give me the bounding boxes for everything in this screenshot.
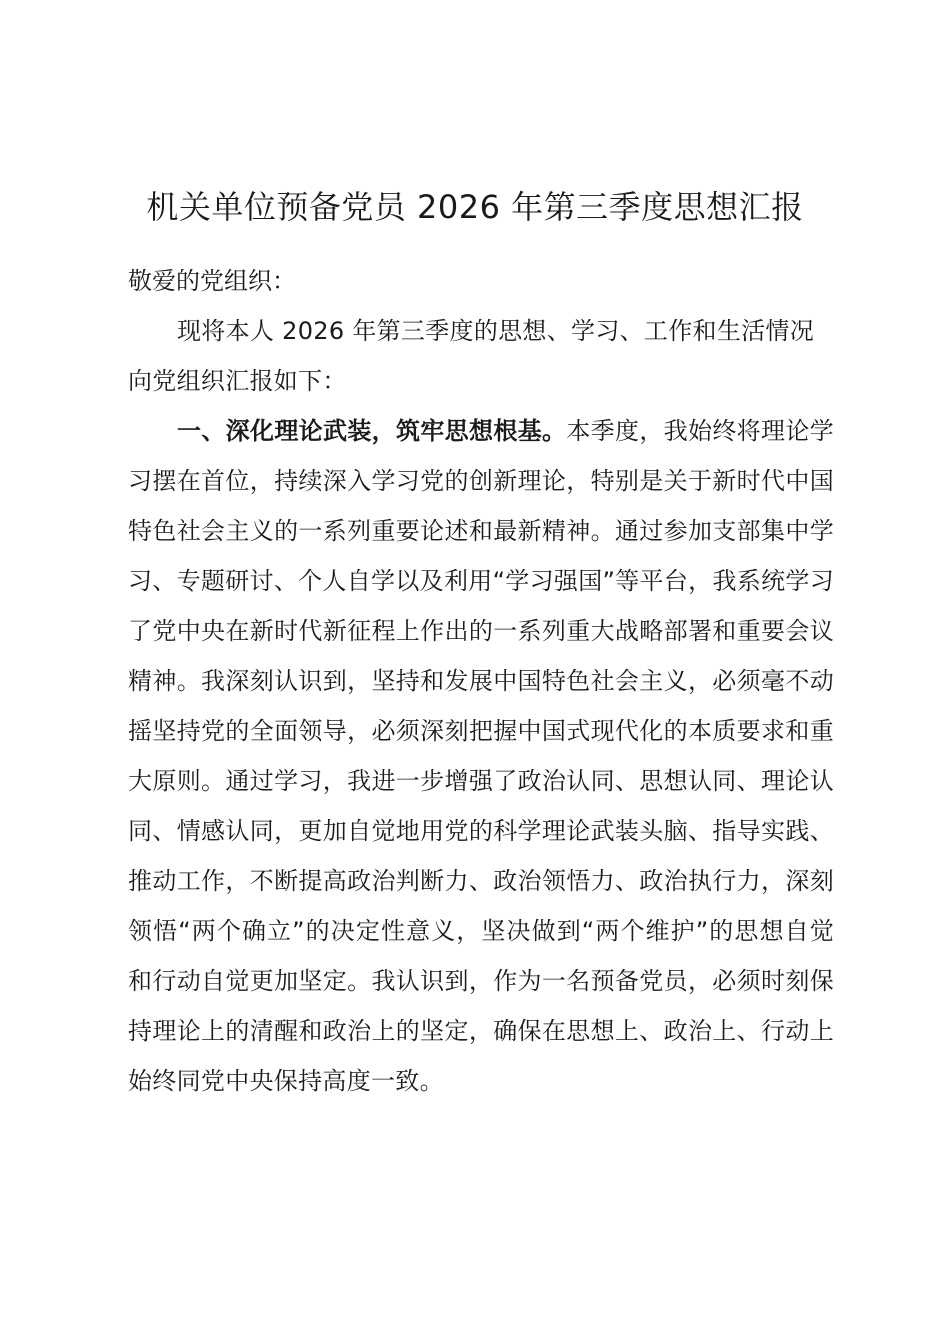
section-heading: 一、深化理论武装，筑牢思想根基。 [177, 417, 567, 445]
section-text: 本季度，我始终将理论学习摆在首位，持续深入学习党的创新理论，特别是关于新时代中国特色社会主义的一系列重要论述和最新精神。通过参加支部集中学习、专题研讨、个人自学以及利用“学习强国”等平台，我系统学习了党中央在新时代新征程上作出的一系列重大战略部署和重要会议精神。我深刻认识到，坚持和发展中国特色社会主义，必须毫不动摇坚持党的全面领导，必须深刻把握中国式现代化的本质要求和重大原则。通过学习，我进一步增强了政治认同、思想认同、理论认同、情感认同，更加自觉地用党的科学理论武装头脑、指导实践、推动工作，不断提高政治判断力、政治领悟力、政治执行力，深刻领悟“两个确立”的决定性意义，坚决做到“两个维护”的思想自觉和行动自觉更加坚定。我认识到，作为一名预备党员，必须时刻保持理论上的清醒和政治上的坚定，确保在思想上、政治上、行动上始终同党中央保持高度一致。 [128, 417, 834, 1095]
intro-paragraph: 现将本人 2026 年第三季度的思想、学习、工作和生活情况向党组织汇报如下： [128, 317, 815, 395]
section-paragraph [128, 406, 834, 1106]
salutation: 敬爱的党组织： [128, 267, 296, 295]
document-title: 机关单位预备党员 2026 年第三季度思想汇报 [146, 188, 804, 226]
